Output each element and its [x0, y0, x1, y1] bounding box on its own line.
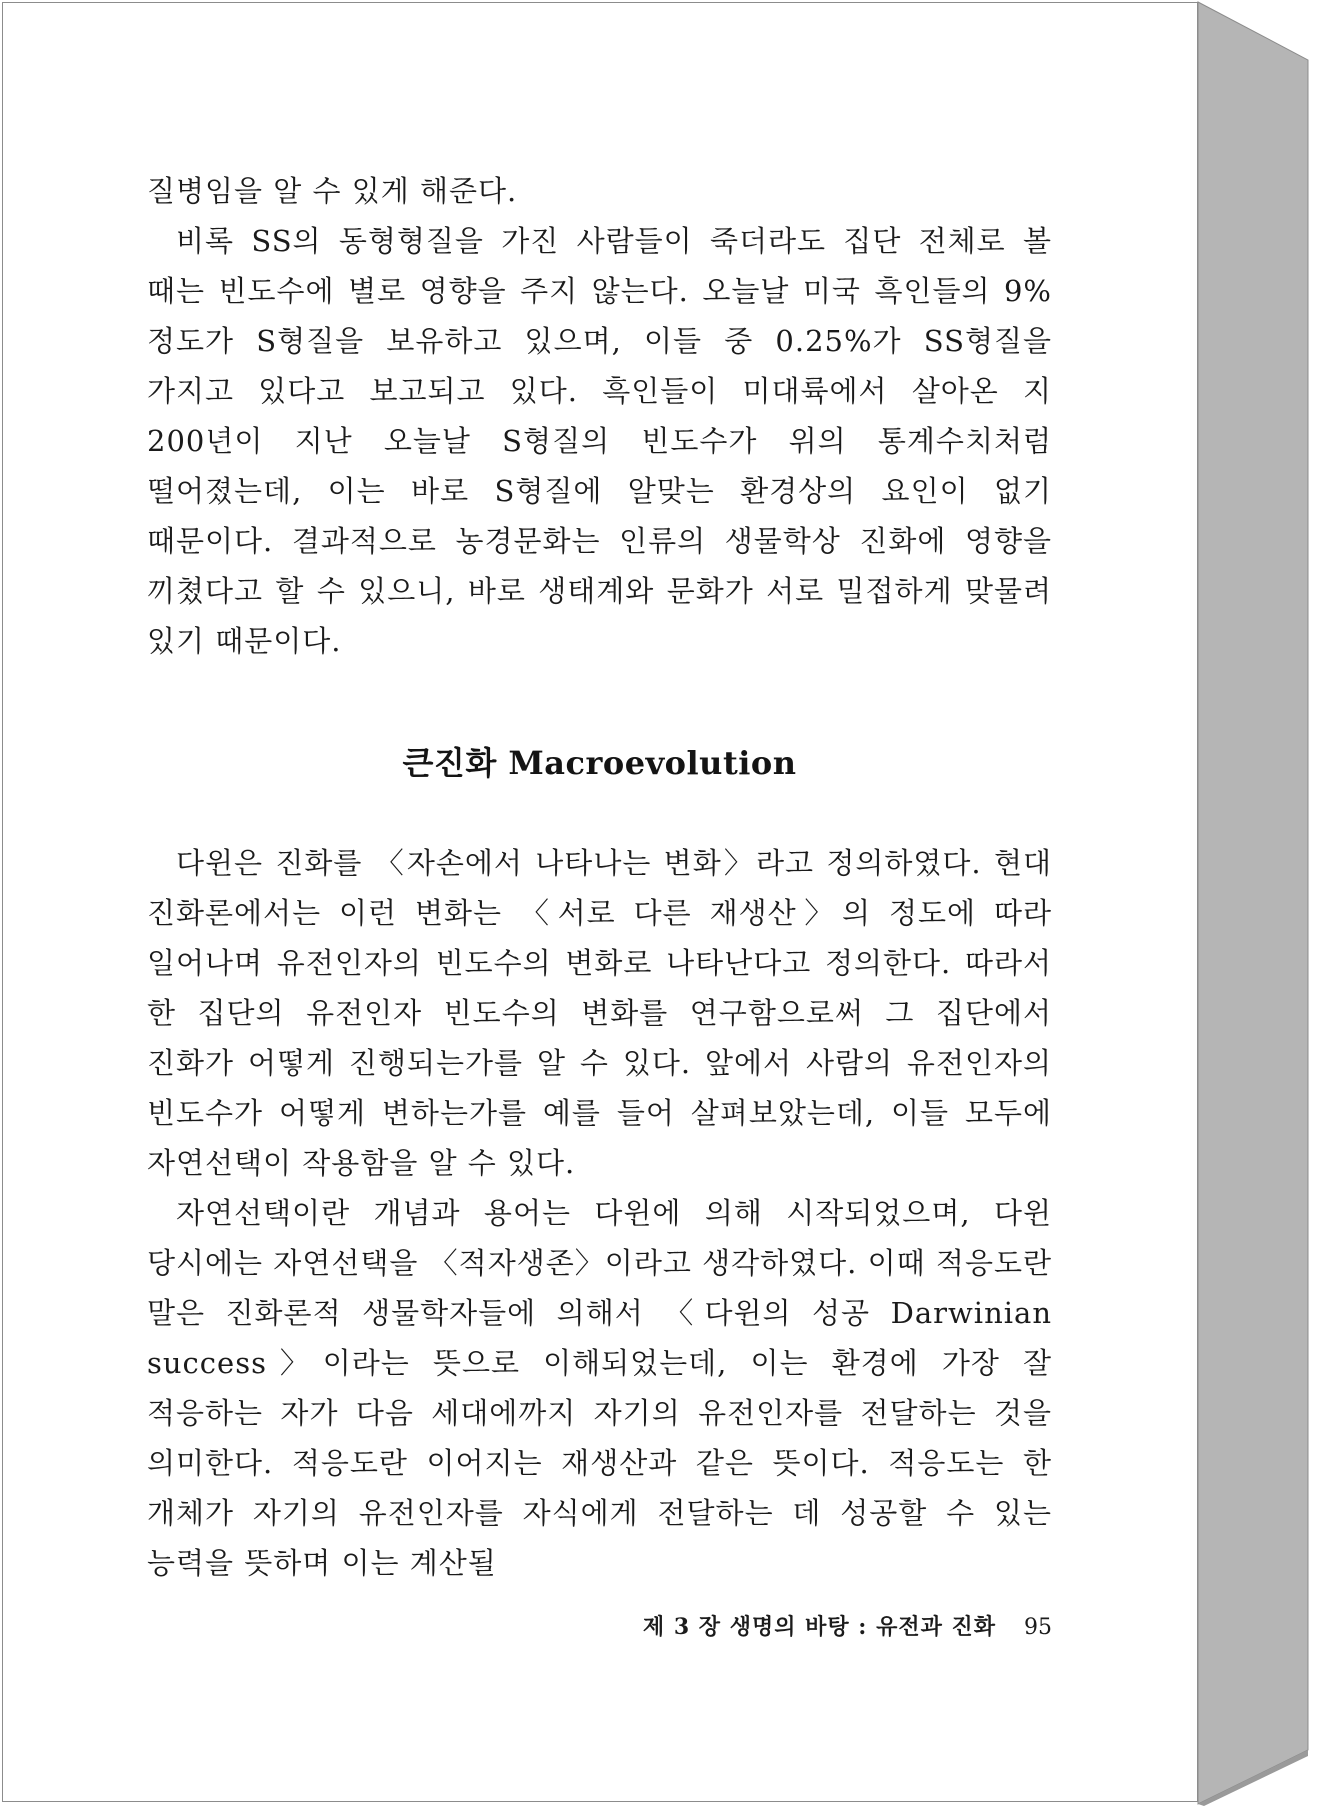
paragraph-natural-selection: 자연선택이란 개념과 용어는 다윈에 의해 시작되었으며, 다윈 당시에는 자연선택을 〈적자생존〉이라고 생각하였다. 이때 적응도란 말은 진화론적 생물학자들에 의해서 〈다윈의 성공 Darwinian success〉이라는 뜻으로 이해되었는데, 이는 환경에 가장 잘 적응하는 자가 다음 세대에까지 자기의 유전인자를 전달하는 것을 의미한다. 적응도란 이어지는 재생산과 같은 뜻이다. 적응도는 한 개체가 자기의 유전인자를 자식에게 전달하는 데 성공할 수 있는 능력을 뜻하며 이는 계산될: [147, 1196, 1052, 1580]
paragraph-ss-frequency: 비록 SS의 동형형질을 가진 사람들이 죽더라도 집단 전체로 볼 때는 빈도수에 별로 영향을 주지 않는다. 오늘날 미국 흑인들의 9%정도가 S형질을 보유하고 있으며, 이들 중 0.25%가 SS형질을 가지고 있다고 보고되고 있다. 흑인들이 미대륙에서 살아온 지 200년이 지난 오늘날 S형질의 빈도수가 위의 통계수치처럼 떨어졌는데, 이는 바로 S형질에 알맞는 환경상의 요인이 없기 때문이다. 결과적으로 농경문화는 인류의 생물학상 진화에 영향을 끼쳤다고 할 수 있으니, 바로 생태계와 문화가 서로 밀접하게 맞물려 있기 때문이다.: [147, 224, 1052, 658]
page-number: 95: [1024, 1615, 1052, 1640]
paragraph-darwin-definition: 다윈은 진화를 〈자손에서 나타나는 변화〉라고 정의하였다. 현대 진화론에서는 이런 변화는 〈서로 다른 재생산〉의 정도에 따라 일어나며 유전인자의 빈도수의 변화로 나타난다고 정의한다. 따라서 한 집단의 유전인자 빈도수의 변화를 연구함으로써 그 집단에서 진화가 어떻게 진행되는가를 알 수 있다. 앞에서 사람의 유전인자의 빈도수가 어떻게 변하는가를 예를 들어 살펴보았는데, 이들 모두에 자연선택이 작용함을 알 수 있다.: [147, 846, 1052, 1180]
paragraph-continuation: 질병임을 알 수 있게 해준다.: [147, 174, 518, 208]
top-text-block: [147, 166, 1052, 666]
section-text-block: [147, 838, 1052, 1588]
running-footer-chapter: 제 3 장 생명의 바탕 : 유전과 진화: [642, 1614, 996, 1640]
page-footer: [147, 1610, 1052, 1641]
section-heading: 큰진화 Macroevolution: [402, 744, 797, 782]
